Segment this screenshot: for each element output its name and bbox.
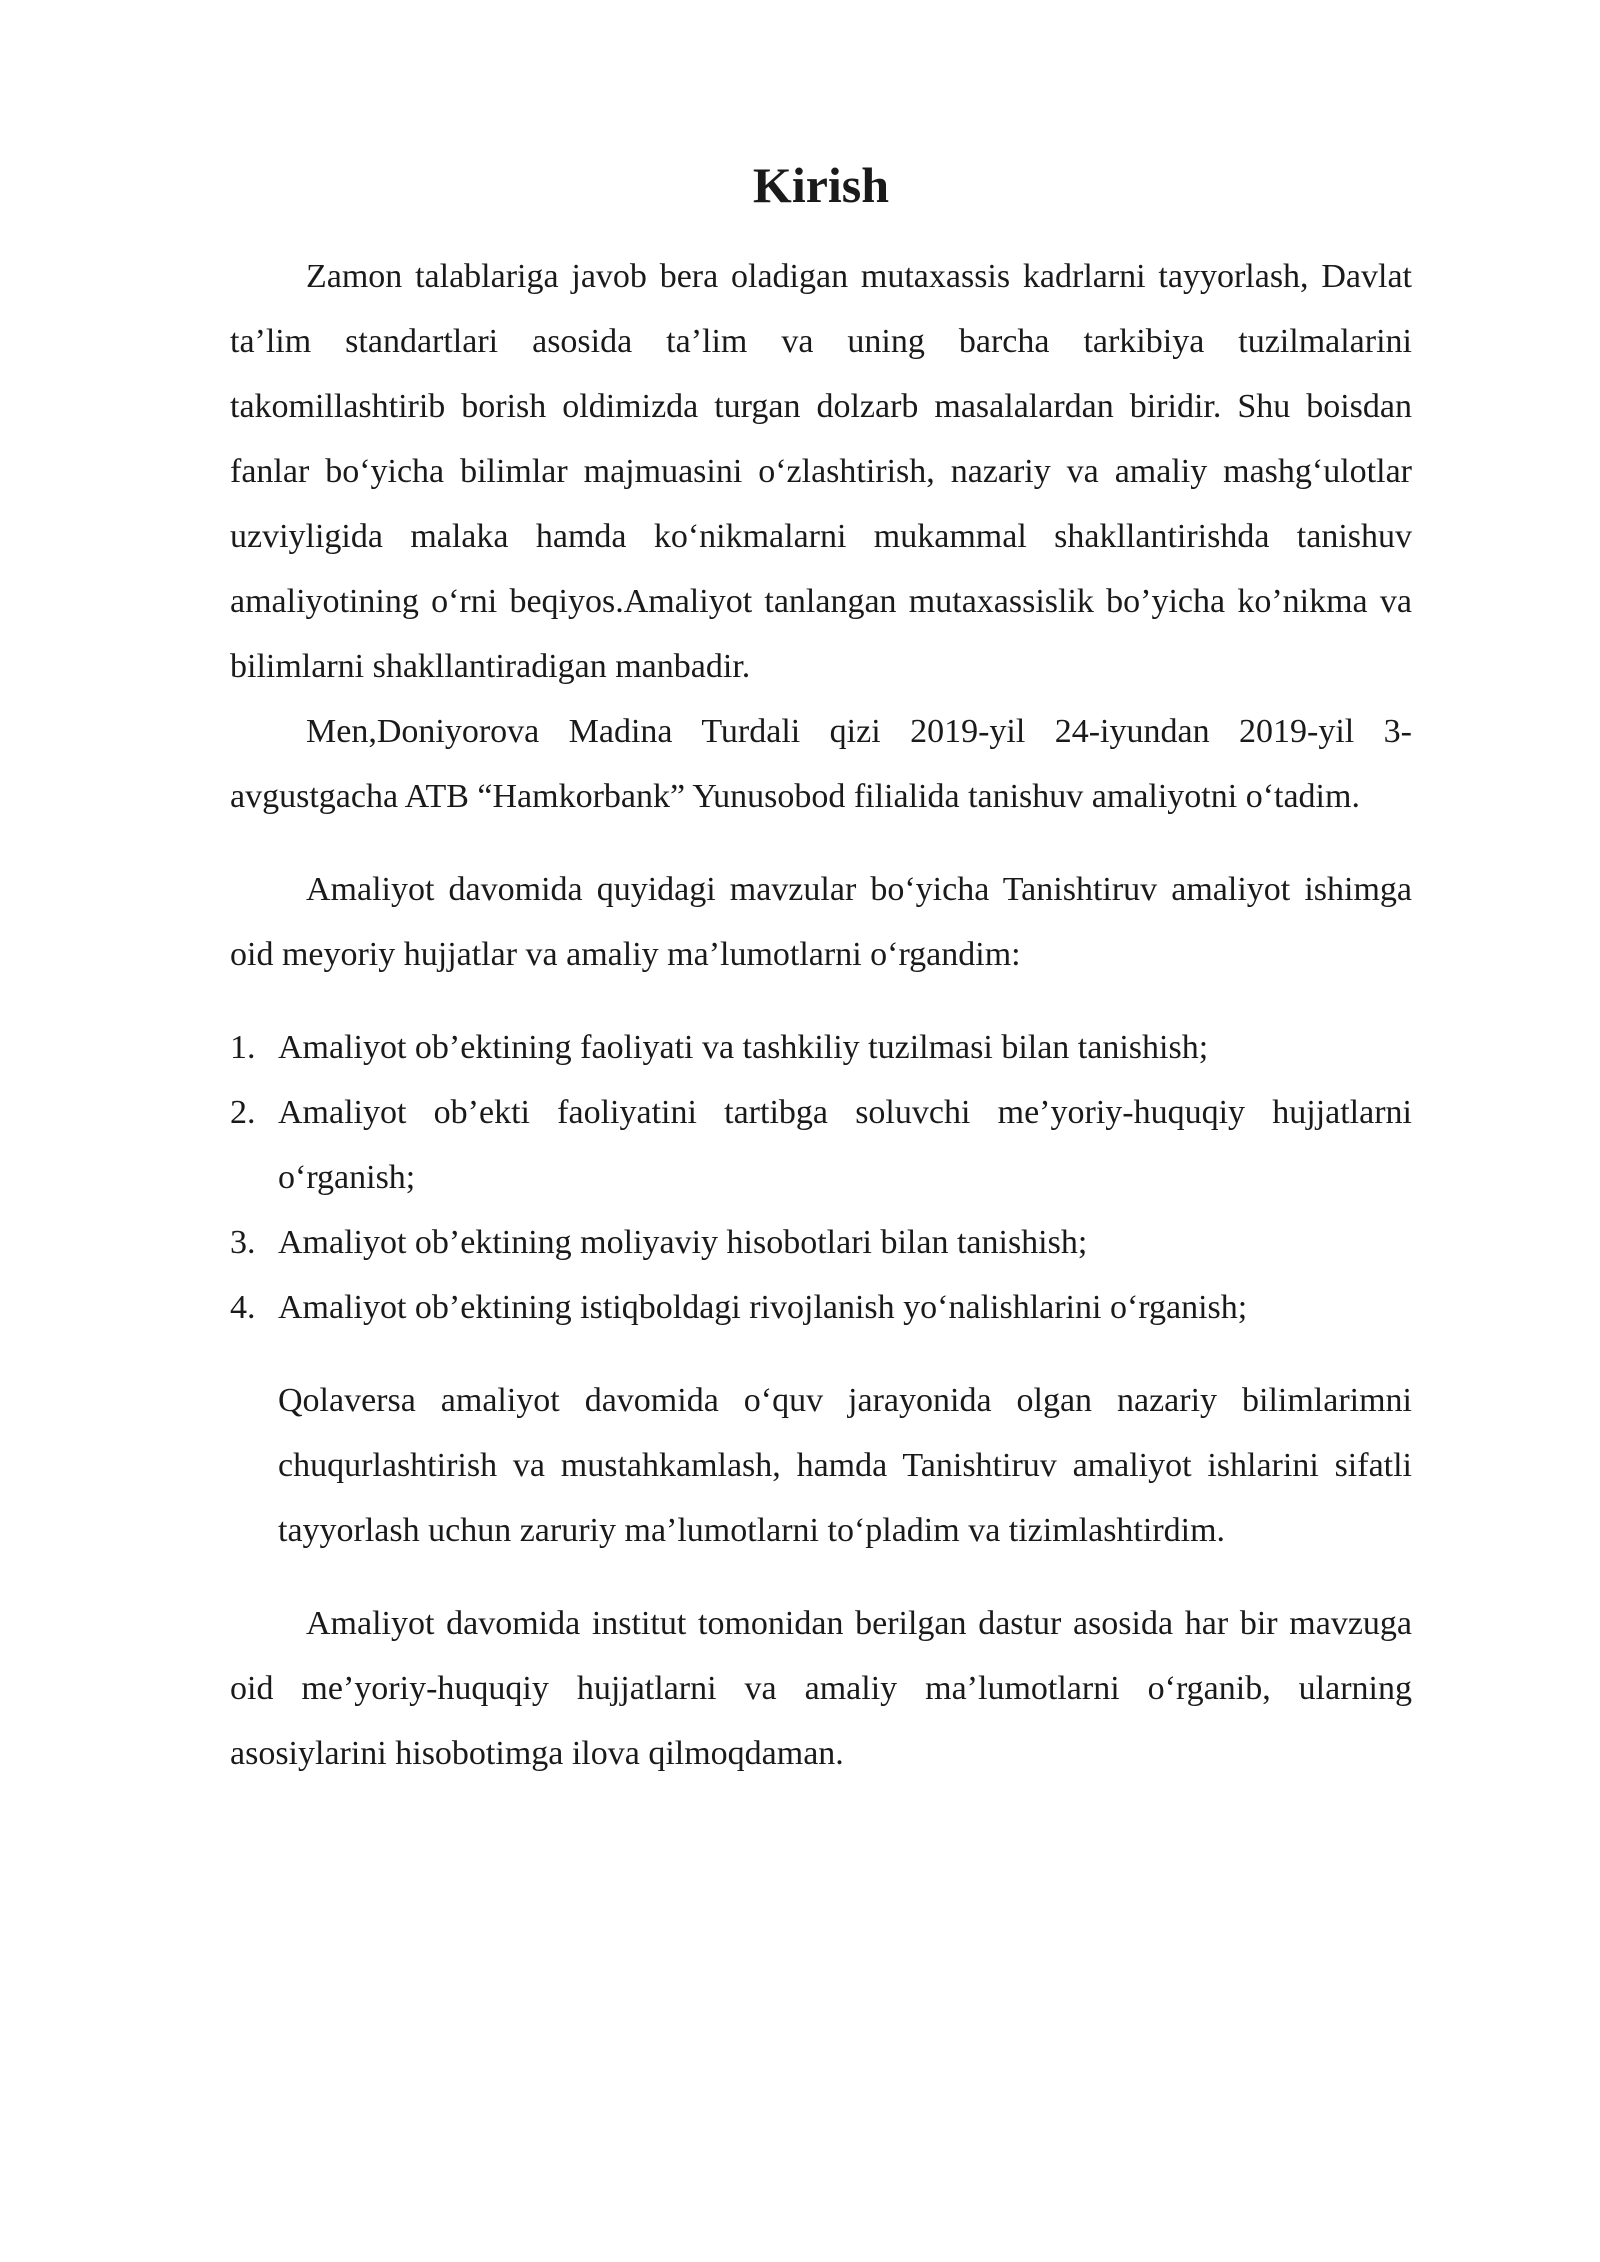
paragraph-student: Men,Doniyorova Madina Turdali qizi 2019-yil 24-iyundan 2019-yil 3-avgustgacha ATB “Hamkorbank” Yunusobod filialida tanishuv amaliyotni o‘tadim. [230, 713, 1412, 815]
page-title: Kirish [752, 157, 890, 213]
list-item [230, 1210, 1412, 1275]
paragraph-closing: Amaliyot davomida institut tomonidan berilgan dastur asosida har bir mavzuga oid me’yoriy-huquqiy hujjatlarni va amaliy ma’lumotlarni o‘rganib, ularning asosiylarini hisobotimga ilova qilmoqdaman. [230, 1605, 1412, 1772]
paragraph-intro: Zamon talablariga javob bera oladigan mutaxassis kadrlarni tayyorlash, Davlat ta’lim standartlari asosida ta’lim va uning barcha tarkibiya tuzilmalarini takomillashtirib borish oldimizda turgan dolzarb masalalardan biridir. Shu boisdan fanlar bo‘yicha bilimlar majmuasini o‘zlashtirish, nazariy va amaliy mashg‘ulotlar uzviyligida malaka hamda ko‘nikmalarni mukammal shakllantirishda tanishuv amaliyotining o‘rni beqiyos.Amaliyot tanlangan mutaxassislik bo’yicha ko’nikma va bilimlarni shakllantiradigan manbadir. [230, 258, 1412, 685]
list-item-text: Amaliyot ob’ektining moliyaviy hisobotlari bilan tanishish; [278, 1224, 1088, 1261]
list-item [230, 1015, 1412, 1080]
list-item-number: 3. [230, 1224, 256, 1261]
list-item-number: 2. [230, 1094, 256, 1131]
list-item-text: Amaliyot ob’ektining istiqboldagi rivojlanish yo‘nalishlarini o‘rganish; [278, 1289, 1248, 1326]
paragraph-summary: Qolaversa amaliyot davomida o‘quv jarayonida olgan nazariy bilimlarimni chuqurlashtirish va mustahkamlash, hamda Tanishtiruv amaliyot ishlarini sifatli tayyorlash uchun zaruriy ma’lumotlarni to‘pladim va tizimlashtirdim. [278, 1382, 1412, 1549]
list-item-number: 1. [230, 1029, 256, 1066]
list-item [230, 1080, 1412, 1210]
topics-list [230, 1015, 1412, 1340]
document-body [230, 150, 1412, 1786]
list-item [230, 1275, 1412, 1340]
list-item-text: Amaliyot ob’ekti faoliyatini tartibga soluvchi me’yoriy-huquqiy hujjatlarni o‘rganish; [278, 1094, 1412, 1196]
list-item-text: Amaliyot ob’ektining faoliyati va tashkiliy tuzilmasi bilan tanishish; [278, 1029, 1209, 1066]
list-item-number: 4. [230, 1289, 256, 1326]
paragraph-topics-intro: Amaliyot davomida quyidagi mavzular bo‘yicha Tanishtiruv amaliyot ishimga oid meyoriy hujjatlar va amaliy ma’lumotlarni o‘rgandim: [230, 871, 1412, 973]
